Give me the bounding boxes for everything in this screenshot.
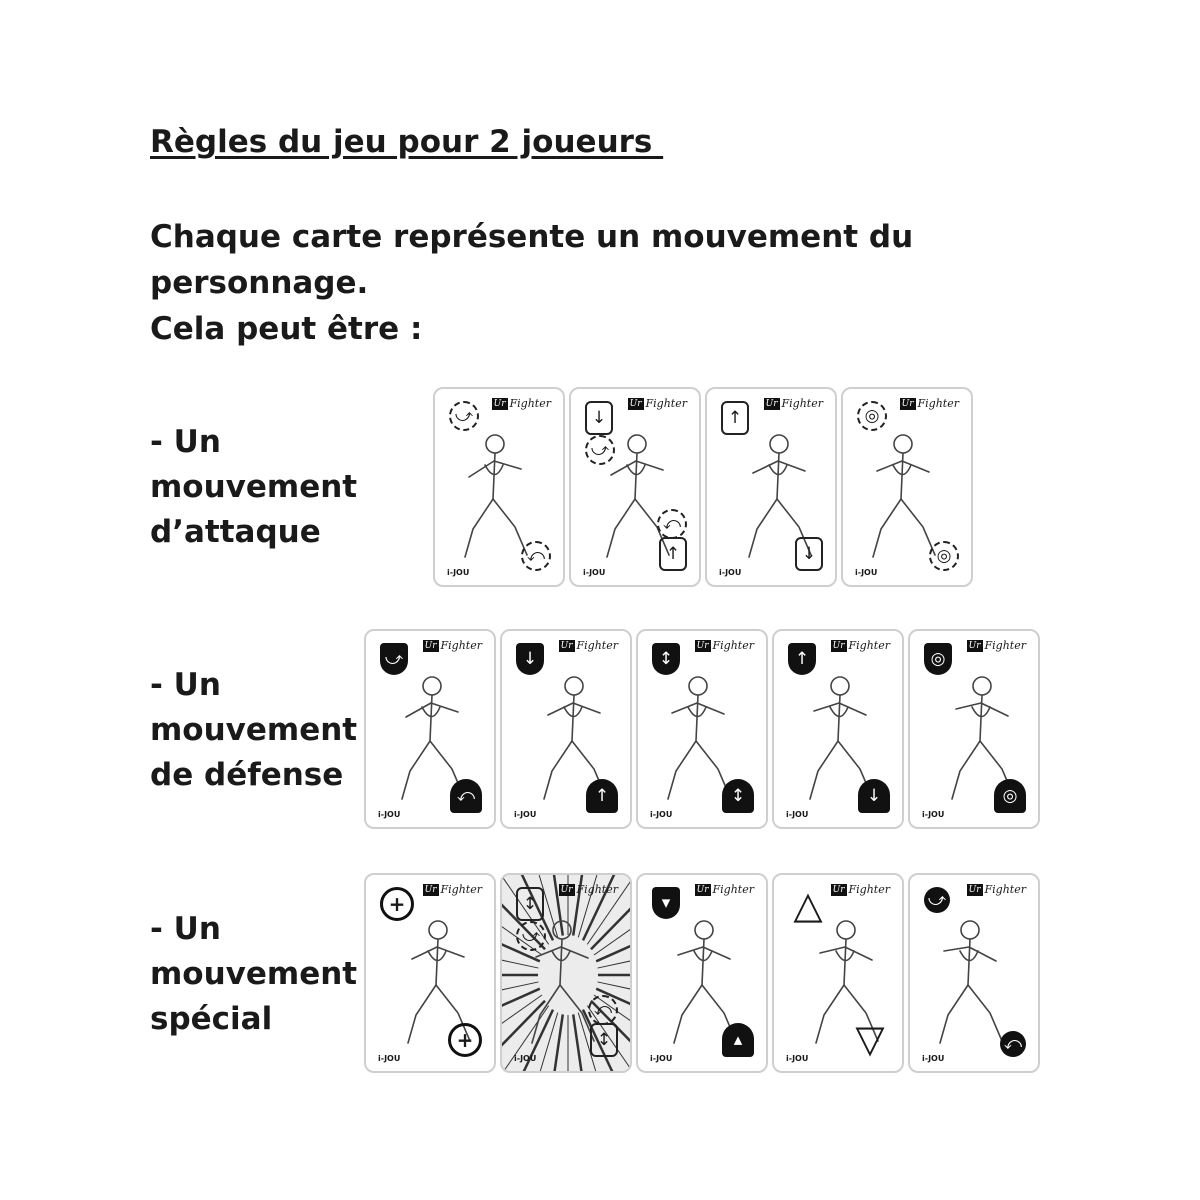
- card-brand: i-JOU: [378, 1054, 401, 1063]
- row-label-line: de défense: [150, 757, 344, 793]
- move-card: [569, 387, 701, 587]
- card-logo-mark: Ur: [424, 884, 437, 895]
- card-logo-text: Fighter: [576, 883, 618, 896]
- move-symbol-icon: ▴: [722, 1023, 754, 1057]
- card-logo-text: Fighter: [576, 639, 618, 652]
- card-logo: [559, 883, 618, 896]
- move-symbol-icon: ↑: [721, 401, 749, 435]
- attack-cards: [433, 387, 973, 587]
- card-logo: [967, 639, 1026, 652]
- card-logo: [831, 639, 890, 652]
- rotate-symbol-icon: ⤻: [585, 435, 615, 465]
- move-symbol-icon: +: [380, 887, 414, 921]
- move-card: [908, 629, 1040, 829]
- row-label-line: mouvement: [150, 469, 358, 505]
- move-symbol-icon: ↓: [858, 779, 890, 813]
- card-logo: [423, 639, 482, 652]
- card-logo-text: Fighter: [712, 639, 754, 652]
- card-brand: i-JOU: [583, 568, 606, 577]
- card-logo: [695, 639, 754, 652]
- move-symbol-icon: ⤻: [380, 643, 408, 675]
- row-label-line: mouvement: [150, 956, 358, 992]
- card-logo: [492, 397, 551, 410]
- intro-text: [150, 214, 1050, 352]
- card-brand: i-JOU: [650, 810, 673, 819]
- move-symbol-icon: ⤻: [924, 887, 950, 913]
- move-card: [636, 629, 768, 829]
- special-cards: [364, 873, 1040, 1073]
- card-logo: [423, 883, 482, 896]
- card-logo-text: Fighter: [712, 883, 754, 896]
- card-logo-mark: Ur: [560, 884, 573, 895]
- card-brand: i-JOU: [514, 1054, 537, 1063]
- card-logo-mark: Ur: [493, 398, 506, 409]
- card-brand: i-JOU: [719, 568, 742, 577]
- card-logo-mark: Ur: [765, 398, 778, 409]
- card-logo-mark: Ur: [424, 640, 437, 651]
- move-card: [636, 873, 768, 1073]
- intro-line-3: Cela peut être :: [150, 311, 423, 347]
- row-label-line: - Un: [150, 911, 221, 947]
- card-brand: i-JOU: [447, 568, 470, 577]
- move-card: [772, 629, 904, 829]
- row-label-line: spécial: [150, 1001, 273, 1037]
- page-title: Règles du jeu pour 2 joueurs: [150, 124, 664, 160]
- move-symbol-icon: ▾: [652, 887, 680, 919]
- card-logo-mark: Ur: [696, 640, 709, 651]
- card-brand: i-JOU: [855, 568, 878, 577]
- card-brand: i-JOU: [922, 1054, 945, 1063]
- card-logo-mark: Ur: [560, 640, 573, 651]
- rotate-symbol-icon: ⤺: [588, 995, 618, 1025]
- move-symbol-icon: ↑: [586, 779, 618, 813]
- move-symbol-icon: ◎: [929, 541, 959, 571]
- row-label-line: d’attaque: [150, 514, 321, 550]
- card-logo-text: Fighter: [509, 397, 551, 410]
- move-card: [772, 873, 904, 1073]
- card-brand: i-JOU: [650, 1054, 673, 1063]
- move-symbol-icon: ⤺: [1000, 1031, 1026, 1057]
- row-label-attack: [150, 420, 357, 555]
- move-symbol-icon: ⤻: [449, 401, 479, 431]
- rotate-symbol-icon: ⤺: [657, 509, 687, 539]
- move-card: [908, 873, 1040, 1073]
- move-symbol-icon: ◎: [924, 643, 952, 675]
- move-symbol-icon: ◎: [857, 401, 887, 431]
- move-symbol-icon: ↑: [659, 537, 687, 571]
- card-logo: [764, 397, 823, 410]
- move-symbol-icon: ↓: [795, 537, 823, 571]
- card-logo-text: Fighter: [848, 639, 890, 652]
- move-symbol-icon: +: [448, 1023, 482, 1057]
- card-logo-mark: Ur: [901, 398, 914, 409]
- card-logo-text: Fighter: [645, 397, 687, 410]
- card-logo: [900, 397, 959, 410]
- row-label-defense: [150, 663, 357, 798]
- intro-line-2: personnage.: [150, 265, 369, 301]
- card-logo-text: Fighter: [984, 883, 1026, 896]
- move-card: [364, 873, 496, 1073]
- move-symbol-icon: ↑: [788, 643, 816, 675]
- card-logo: [559, 639, 618, 652]
- card-logo-mark: Ur: [832, 640, 845, 651]
- card-logo-mark: Ur: [968, 884, 981, 895]
- move-symbol-icon: ↓: [585, 401, 613, 435]
- move-symbol-icon: ↕: [652, 643, 680, 675]
- move-symbol-icon: ↕: [590, 1023, 618, 1057]
- move-symbol-icon: ⤺: [521, 541, 551, 571]
- card-logo-text: Fighter: [984, 639, 1026, 652]
- row-label-line: - Un: [150, 667, 221, 703]
- move-card: [841, 387, 973, 587]
- card-brand: i-JOU: [922, 810, 945, 819]
- card-brand: i-JOU: [514, 810, 537, 819]
- move-symbol-icon: ◎: [994, 779, 1026, 813]
- move-card: [364, 629, 496, 829]
- card-logo-text: Fighter: [440, 639, 482, 652]
- card-logo: [695, 883, 754, 896]
- move-card: [500, 629, 632, 829]
- card-logo: [967, 883, 1026, 896]
- card-logo-text: Fighter: [917, 397, 959, 410]
- move-symbol-icon: △: [793, 883, 823, 927]
- card-brand: i-JOU: [786, 1054, 809, 1063]
- move-symbol-icon: ↕: [722, 779, 754, 813]
- move-symbol-icon: ⤺: [450, 779, 482, 813]
- card-logo-text: Fighter: [848, 883, 890, 896]
- card-logo-mark: Ur: [696, 884, 709, 895]
- row-label-line: mouvement: [150, 712, 358, 748]
- intro-line-1: Chaque carte représente un mouvement du: [150, 219, 914, 255]
- card-logo-mark: Ur: [629, 398, 642, 409]
- card-logo-text: Fighter: [440, 883, 482, 896]
- card-logo: [628, 397, 687, 410]
- card-logo-mark: Ur: [832, 884, 845, 895]
- card-logo: [831, 883, 890, 896]
- move-symbol-icon: ↓: [516, 643, 544, 675]
- card-logo-mark: Ur: [968, 640, 981, 651]
- rotate-symbol-icon: ⤻: [516, 921, 546, 951]
- card-brand: i-JOU: [378, 810, 401, 819]
- row-label-special: [150, 907, 357, 1042]
- defense-cards: [364, 629, 1040, 829]
- move-card: [433, 387, 565, 587]
- row-label-line: - Un: [150, 424, 221, 460]
- card-logo-text: Fighter: [781, 397, 823, 410]
- move-symbol-icon: ↕: [516, 887, 544, 921]
- move-card: [705, 387, 837, 587]
- move-symbol-icon: ▽: [855, 1017, 885, 1061]
- card-brand: i-JOU: [786, 810, 809, 819]
- move-card: [500, 873, 632, 1073]
